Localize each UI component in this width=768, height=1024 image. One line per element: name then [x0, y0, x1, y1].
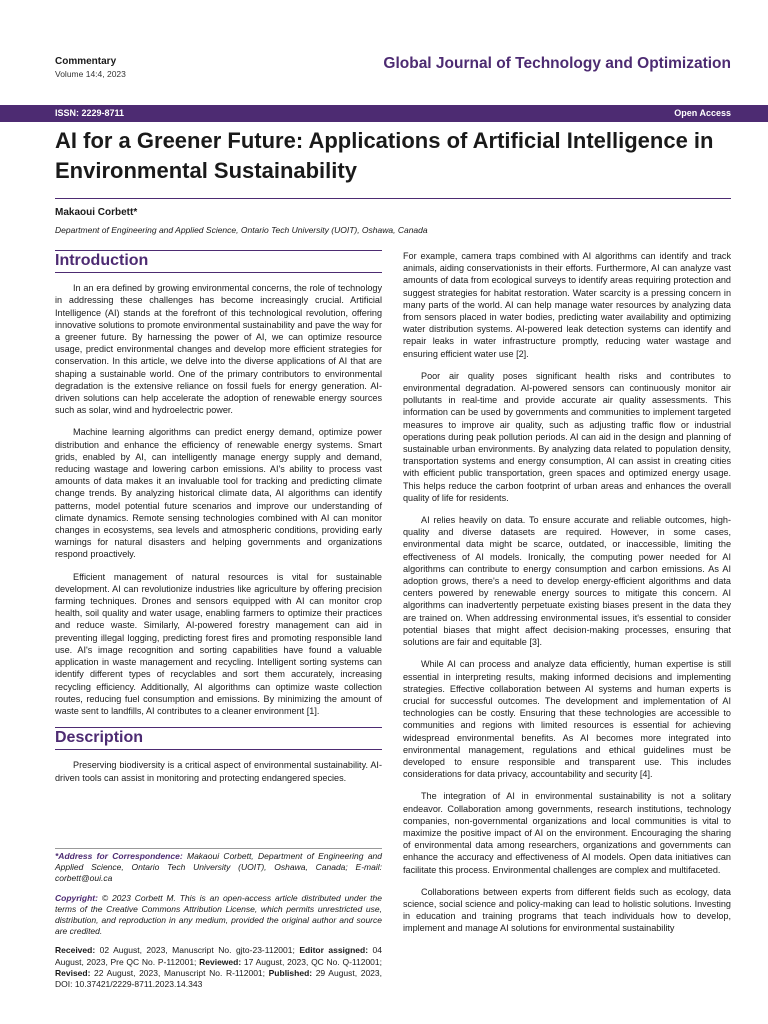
received-label: Received: [55, 945, 96, 956]
intro-paragraph-2: Machine learning algorithms can predict energy demand, optimize power distribution and enhance the efficiency of renewable energy systems. Smart grids, enabled by AI, can intelligently manage energy supply and demand, reducing wastage and lowering carbon emissions. AI's ability to process vast amounts of data makes it an invaluable tool for tracking and predicting climate change trends. By analyzing historical climate data, AI algorithms can identify patterns, model potential future scenarios and improve our understanding of climate dynamics. Remote sensing technologies combined with AI can monitor changes in ecosystems, sea levels and atmospheric conditions, providing early warnings for natural disasters and helping governments and organizations respond proactively. [55, 427, 382, 560]
published-label: Published: [268, 967, 313, 978]
introduction-heading-block [55, 250, 382, 273]
journal-name[interactable]: Global Journal of Technology and Optimization [383, 55, 731, 72]
issn-number: ISSN: 2229-8711 [55, 108, 125, 118]
page-header [55, 55, 731, 85]
right-column [403, 250, 731, 945]
correspondence-text: Makaoui Corbett, Department of Engineering and Applied Science, Ontario Tech University (UOIT), Oshawa, Canada; E-mail: corbett@oui.ca [55, 851, 382, 884]
dates-note [55, 945, 382, 990]
revised-label: Revised: [55, 967, 91, 978]
article-type: Commentary [55, 56, 117, 67]
reviewed-label: Reviewed: [199, 956, 242, 967]
volume-info: Volume 14:4, 2023 [55, 69, 126, 79]
received-text: 02 August, 2023, Manuscript No. gjto-23-112001; [95, 945, 300, 956]
body-paragraph-6: Collaborations between experts from different fields such as ecology, data science, social science and policy-making can lead to holistic solutions. Investing in education and training programs that teach individuals how to develop, implement and manage AI solutions for environmental sustainability [403, 886, 731, 934]
published-text: 29 August, 2023, DOI: 10.37421/2229-8711.2023.14.343 [55, 967, 382, 990]
description-heading: Description [55, 727, 382, 749]
body-paragraph-3: AI relies heavily on data. To ensure accurate and reliable outcomes, high-quality and diverse datasets are required. However, in some cases, environmental data might be scarce, outdated, or inaccessible, limiting the effectiveness of AI models. Ironically, the computing power needed for AI algorithms can contribute to energy consumption and carbon emissions. As AI adoption grows, there's a need to develop energy-efficient algorithms and data centers powered by renewable energy sources to mitigate this concern. AI algorithms can inadvertently perpetuate existing biases present in the data they are trained on. When addressing environmental issues, it's essential to consider potential biases that might affect decision-making processes, ensuring that solutions are fair and equitable [3]. [403, 515, 731, 648]
article-title: AI for a Greener Future: Applications of Artificial Intelligence in Environmental Sustainability [55, 128, 714, 183]
introduction-heading: Introduction [55, 250, 382, 272]
editor-label: Editor assigned: [299, 945, 369, 956]
left-column [55, 250, 382, 794]
intro-paragraph-3: Efficient management of natural resources is vital for sustainable development. AI can revolutionize industries like agriculture by offering precision farming techniques. Drones and sensors equipped with AI can monitor crop health, soil quality and water usage, enabling farmers to optimize their practices and reduce waste. Similarly, AI-powered forestry management can aid in preventing illegal logging, predicting forest fires and promoting responsible land use. AI's image recognition and sorting capabilities have found a valuable application in waste management and recycling. Intelligent sorting systems can identify different types of recyclables and sort them accurately, increasing recycling efficiency. Additionally, AI algorithms can optimize waste collection routes, reducing fuel consumption and emissions. By minimizing the amount of waste sent to landfills, AI contributes to a cleaner environment [1]. [55, 571, 382, 716]
copyright-text: © 2023 Corbett M. This is an open-access article distributed under the terms of the Creative Commons Attribution License, which permits unrestricted use, distribution, and reproduction in any medium, provided the original author and source are credited. [55, 892, 382, 937]
author-name: Makaoui Corbett* [55, 207, 138, 218]
description-paragraph-1: Preserving biodiversity is a critical aspect of environmental sustainability. AI-driven tools can assist in monitoring and protecting endangered species. [55, 760, 382, 783]
editor-text: 04 August, 2023, Pre QC No. P-112001; [55, 945, 382, 967]
body-paragraph-2: Poor air quality poses significant health risks and contributes to environmental degradation. AI-powered sensors can continuously monitor air pollutants in real-time and provide accurate air quality assessments. This information can be used by governments and communities to implement targeted measures to improve air quality, such as adjusting traffic flow or industrial operations during peak pollution periods. AI can aid in the design and planning of sustainable urban environments. By analyzing data related to population density, transportation systems and energy consumption, AI can assist in creating cities with efficient public transportation, green spaces and optimized energy usage. This helps reduce the carbon footprint of urban areas and enhances the overall quality of life for residents. [403, 370, 731, 503]
revised-text: 22 August, 2023, Manuscript No. R-112001; [90, 967, 269, 978]
body-paragraph-5: The integration of AI in environmental sustainability is not a solitary endeavor. Collaboration among governments, research institutions, technology companies, non-governmental organizations and local communities is vital to maximize the positive impact of AI on the environment. Encouraging the sharing of environmental data among researchers, organizations and governments can enhance the accuracy and effectiveness of AI models. Open data initiatives can facilitate this process. Environmental challenges are complex and multifaceted. [403, 791, 731, 875]
intro-paragraph-1: In an era defined by growing environmental concerns, the role of technology in addressing these challenges has become increasingly crucial. Artificial Intelligence (AI) stands at the forefront of this technological revolution, offering innovative solutions to promote environmental sustainability and pave the way for a greener future. By harnessing the power of AI, we can optimize resource usage, predict environmental changes and develop more efficient strategies for conservation. In this article, we delve into the diverse applications of AI that are shaping a sustainable world. One of the primary contributors to environmental degradation is the extensive reliance on fossil fuels for energy generation. AI-driven solutions can help accelerate the adoption of renewable energy sources such as solar, wind and hydroelectric power. [55, 283, 382, 416]
correspondence-label: *Address for Correspondence: [55, 851, 183, 861]
description-heading-block [55, 727, 382, 750]
body-paragraph-1: For example, camera traps combined with AI algorithms can identify and track animals, aiding conservationists in their efforts. Furthermore, AI can analyze vast amounts of data from ecological surveys to identify areas requiring protection and suggest strategies for habitat restoration. Water scarcity is a pressing concern in many parts of the world. AI can help manage water resources by analyzing data from sensors placed in water bodies, predicting water availability and optimizing water distribution systems. AI-powered leak detection systems can identify and repair leaks in water infrastructure promptly, reducing water wastage and ensuring efficient water use [2]. [403, 251, 731, 359]
author-affiliation: Department of Engineering and Applied Science, Ontario Tech University (UOIT), Oshawa, Canada [55, 225, 428, 235]
copyright-label: Copyright: [55, 892, 98, 903]
footnotes [55, 848, 382, 998]
correspondence-note [55, 851, 382, 885]
reviewed-text: 17 August, 2023, QC No. Q-112001; [241, 956, 382, 967]
body-paragraph-4: While AI can process and analyze data efficiently, human expertise is still essential in interpreting results, making informed decisions and implementing strategies. Effective collaboration between AI systems and human experts is crucial for successful outcomes. The development and implementation of AI technologies can be costly. Ensuring that these technologies are accessible to communities and regions with limited resources is essential for achieving widespread environmental benefits. As AI becomes more integrated into environmental management, regulations and ethical guidelines must be developed to ensure responsible and transparent use. This includes considerations for data privacy, accountability and security [4]. [403, 659, 731, 780]
open-access-badge: Open Access [674, 108, 731, 118]
copyright-note [55, 893, 382, 938]
issn-bar [0, 105, 768, 122]
title-divider [55, 198, 731, 199]
